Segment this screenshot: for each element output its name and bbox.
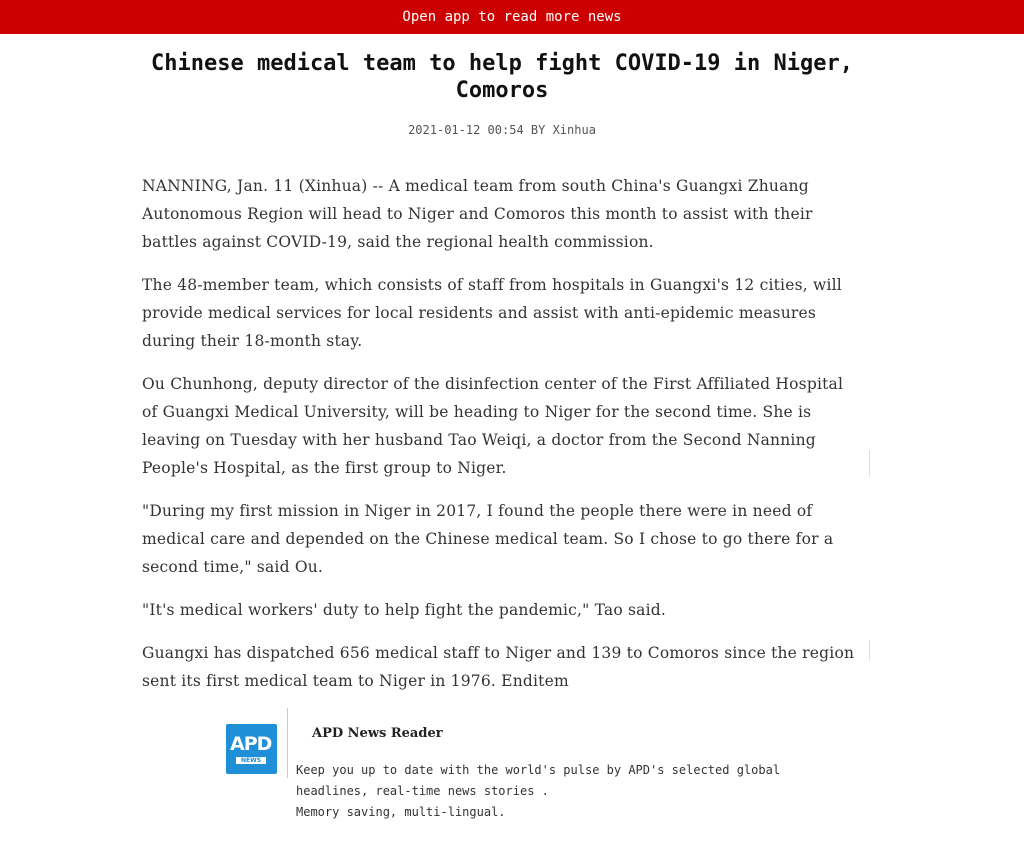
promo-divider [287,708,288,778]
app-promo[interactable] [226,708,826,828]
promo-app-title[interactable]: APD News Reader [312,726,443,741]
article-headline: Chinese medical team to help fight COVID-19 in Niger, Comoros [151,51,853,103]
article-paragraph: "It's medical workers' duty to help fight the pandemic," Tao said. [142,601,667,619]
logo-text: APD [230,733,272,755]
article-meta: 2021-01-12 00:54 BY Xinhua [408,123,596,137]
article-paragraph: NANNING, Jan. 11 (Xinhua) -- A medical team from south China's Guangxi Zhuang Autonomous Region will head to Niger and Comoros this month to assist with their battles against COVID-19, said the regional health commission. [142,177,813,251]
promo-desc-line: Keep you up to date with the world's pulse by APD's selected global [296,763,781,777]
promo-desc-line: Memory saving, multi-lingual. [296,805,506,819]
scroll-edge-mark [869,450,870,476]
article-paragraph: Guangxi has dispatched 656 medical staff to Niger and 139 to Comoros since the region sent its first medical team to Niger in 1976. Enditem [142,644,855,690]
article-paragraph: "During my first mission in Niger in 2017, I found the people there were in need of medical care and depended on the Chinese medical team. So I chose to go there for a second time," said Ou. [142,502,834,576]
article [142,34,862,710]
article-body [142,172,862,695]
article-paragraph: The 48-member team, which consists of staff from hospitals in Guangxi's 12 cities, will provide medical services for local residents and assist with anti-epidemic measures during their 18-month stay. [142,276,842,350]
apd-news-logo-icon[interactable] [226,724,277,774]
article-paragraph: Ou Chunhong, deputy director of the disinfection center of the First Affiliated Hospital of Guangxi Medical University, will be heading to Niger for the second time. She is leaving on Tuesday with her husband Tao Weiqi, a doctor from the Second Nanning People's Hospital, as the first group to Niger. [142,375,844,477]
promo-desc-line: headlines, real-time news stories . [296,784,549,798]
open-app-banner[interactable]: Open app to read more news [0,0,1024,34]
promo-description [296,760,816,823]
scroll-edge-mark [869,640,870,660]
logo-subtext: NEWS [236,757,266,764]
